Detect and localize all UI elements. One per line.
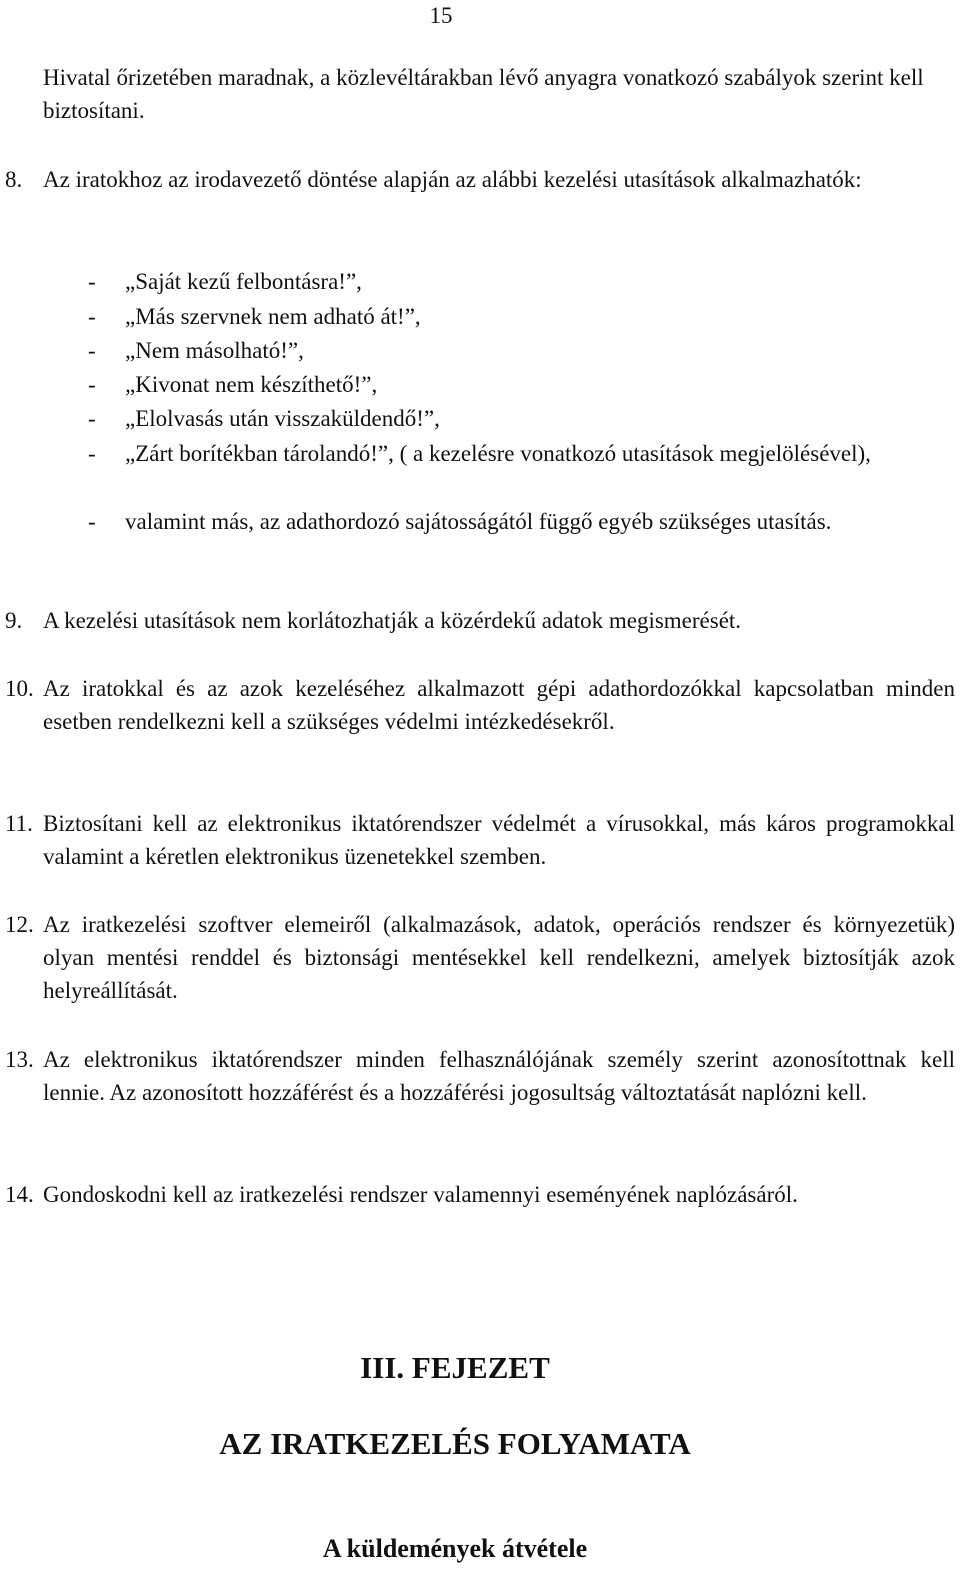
list-item-9 [0, 604, 955, 637]
item-text: Biztosítani kell az elektronikus iktatórendszer védelmét a vírusokkal, más káros programokkal valamint a kéretlen elektronikus üzenetekkel szemben. [43, 811, 955, 869]
item-text: A kezelési utasítások nem korlátozhatják a közérdekű adatok megismerését. [43, 608, 742, 633]
item-text: Az iratokkal és az azok kezeléséhez alkalmazott gépi adathordozókkal kapcsolatban minden esetben rendelkezni kell a szükséges védelmi intézkedésekről. [43, 676, 955, 734]
chapter-title: AZ IRATKEZELÉS FOLYAMATA [219, 1426, 691, 1461]
dash-item-text: valamint más, az adathordozó sajátosságától függő egyéb szükséges utasítás. [125, 509, 832, 534]
item-number: 8. [5, 167, 23, 192]
dash-marker: - [88, 304, 96, 329]
dash-marker: - [88, 338, 96, 363]
list-item-8 [0, 163, 955, 196]
dash-item [0, 437, 955, 470]
dash-marker: - [88, 406, 96, 431]
chapter-number: III. FEJEZET [360, 1350, 550, 1385]
list-item-11 [0, 807, 955, 873]
dash-item [0, 505, 955, 538]
item-number: 9. [5, 608, 23, 633]
dash-item [0, 402, 955, 435]
dash-marker: - [88, 509, 96, 534]
list-item-12 [0, 908, 955, 1007]
dash-item [0, 368, 955, 401]
item-text: Gondoskodni kell az iratkezelési rendszer valamennyi eseményének naplózásáról. [43, 1182, 798, 1207]
item-text: Az iratkezelési szoftver elemeiről (alkalmazások, adatok, operációs rendszer és környezetük) olyan mentési renddel és biztonsági mentésekkel kell rendelkezni, amelyek biztosítják azok helyreállítását. [43, 912, 955, 1003]
dash-item-text: „Saját kezű felbontásra!”, [125, 269, 362, 294]
page-number: 15 [429, 3, 453, 28]
list-item-13 [0, 1043, 955, 1109]
dash-item [0, 300, 955, 333]
list-item-14 [0, 1178, 955, 1211]
item-text: Az iratokhoz az irodavezető döntése alapján az alábbi kezelési utasítások alkalmazhatók: [43, 167, 862, 192]
dash-marker: - [88, 441, 96, 466]
intro-paragraph: Hivatal őrizetében maradnak, a közlevéltárakban lévő anyagra vonatkozó szabályok szerint kell biztosítani. [43, 65, 924, 123]
dash-item-text: „Más szervnek nem adható át!”, [125, 304, 421, 329]
item-number: 13. [5, 1047, 34, 1072]
dash-item-text: „Elolvasás után visszaküldendő!”, [125, 406, 440, 431]
list-item-10 [0, 672, 955, 738]
dash-item-text: „Nem másolható!”, [125, 338, 304, 363]
item-number: 10. [5, 676, 34, 701]
dash-item [0, 265, 955, 298]
dash-item [0, 334, 955, 367]
item-number: 12. [5, 912, 34, 937]
dash-marker: - [88, 372, 96, 397]
item-number: 11. [5, 811, 33, 836]
item-number: 14. [5, 1182, 34, 1207]
dash-item-text: „Kivonat nem készíthető!”, [125, 372, 378, 397]
dash-marker: - [88, 269, 96, 294]
section-title: A küldemények átvétele [322, 1534, 588, 1563]
dash-item-text: „Zárt borítékban tárolandó!”, ( a kezelésre vonatkozó utasítások megjelölésével), [125, 441, 871, 466]
item-text: Az elektronikus iktatórendszer minden felhasználójának személy szerint azonosítottnak kell lennie. Az azonosított hozzáférést és a hozzáférési jogosultság változtatását naplózni kell. [43, 1047, 955, 1105]
